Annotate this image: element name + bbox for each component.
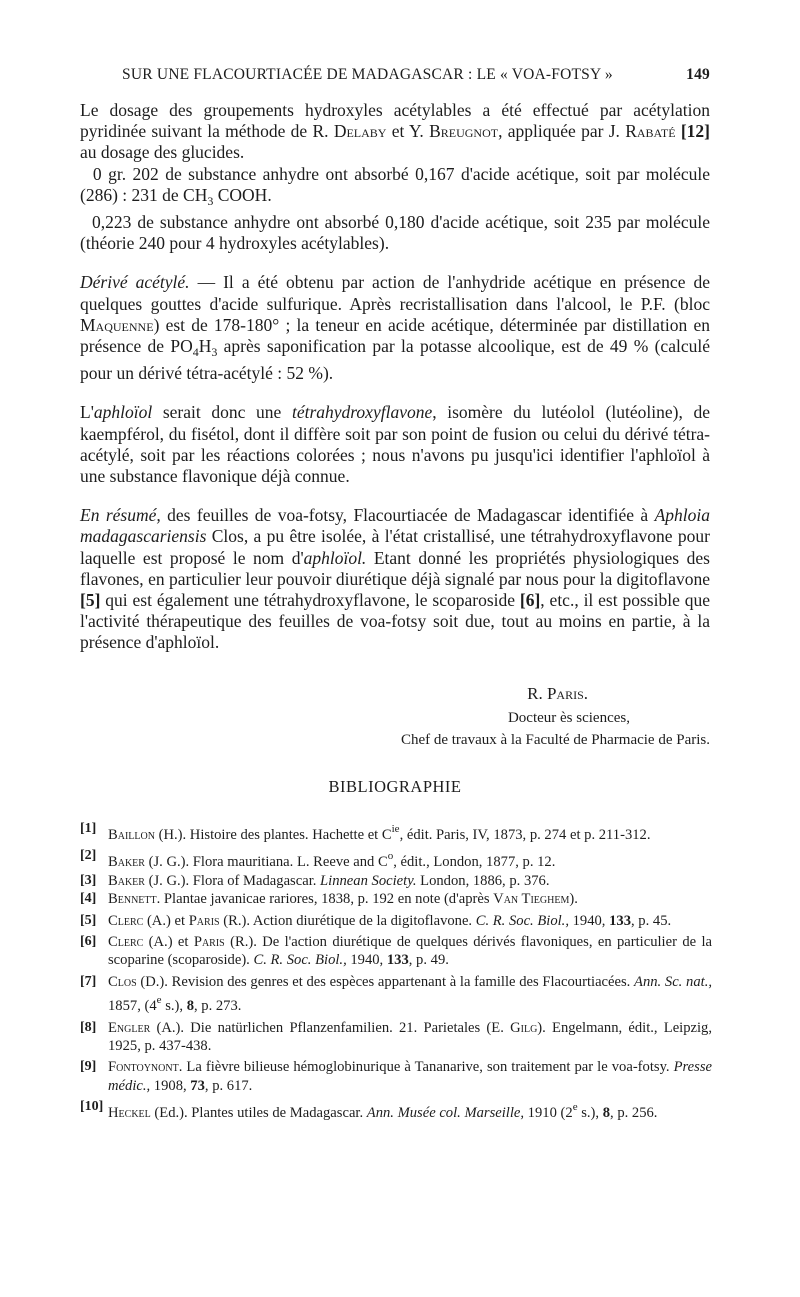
reference-item: [4] Bennett. Plantae javanicae rariores, 1838, p. 192 en note (d'après Van Tieghem).: [80, 891, 578, 908]
citation-ref: [5]: [80, 590, 101, 611]
citation-ref: [12]: [680, 121, 710, 142]
signature-name: R. Paris.: [527, 684, 588, 703]
reference-item: [9] Fontoynont. La fièvre bilieuse hémoglobinurique à Tananarive, son traitement par le voa-fotsy. Presse médic., 1908, 73, p. 617.: [80, 1059, 712, 1094]
article-body: [80, 100, 710, 654]
section-lead: En résumé,: [80, 505, 161, 526]
paragraph-result-2: 0,223 de substance anhydre ont absorbé 0,180 d'acide acétique, soit 235 par molécule (théorie 240 pour 4 hydroxyles acétylables).: [80, 212, 711, 254]
paragraph-summary: En résumé, des feuilles de voa-fotsy, Flacourtiacée de Madagascar identifiée à Aphloia madagascariensis Clos, a pu être isolée, à l'état cristallisé, une tétrahydroxyflavone pour laquelle est proposé le nom d'aphloïol. Etant donné les propriétés physiologiques des flavones, en particulier leur pouvoir diurétique déjà signalé par nous pour la digitoflavone [5] qui est également une tétrahydroxyflavone, le scoparoside [6], etc., il est possible que l'activité thérapeutique des feuilles de voa-fotsy soit due, tout au moins en partie, à la présence d'aphloïol.: [80, 505, 710, 653]
paragraph-acetyl-derivative: Dérivé acétylé. — Il a été obtenu par action de l'anhydride acétique en présence de quelques gouttes d'acide sulfurique. Après recristallisation dans l'alcool, le P.F. (bloc Maquenne) est de 178-180° ; la teneur en acide acétique, déterminée par distillation en présence de $PO_4H_3$ après saponification par la potasse alcoolique, est de 49 % (calculé pour un dérivé tétra-acétylé : 52 %).: [80, 272, 710, 384]
paragraph-result-1: 0 gr. 202 de substance anhydre ont absorbé 0,167 d'acide acétique, soit par molécule (286) : 231 de $CH_3$ COOH.: [80, 163, 710, 208]
author-name: Maquenne: [80, 314, 154, 335]
reference-item: [6] Clerc (A.) et Paris (R.). De l'action diurétique de quelques dérivés flavoniques, en particulier de la scoparine (scoparoside). C. R. Soc. Biol., 1940, 133, p. 49.: [80, 934, 712, 969]
bibliography-list: [80, 820, 712, 1123]
reference-item: [7] Clos (D.). Revision des genres et des espèces appartenant à la famille des Flacourtiacées. Ann. Sc. nat., 1857, (4e s.), 8, p. 273.: [80, 973, 712, 1015]
bibliography-heading: BIBLIOGRAPHIE: [328, 777, 462, 796]
reference-item: [1] Baillon (H.). Histoire des plantes. Hachette et $C^{ie}$, édit. Paris, IV, 1873, p. 274 et p. 211-312.: [80, 821, 651, 843]
running-title: SUR UNE FLACOURTIACÉE DE MADAGASCAR : LE « VOA-FOTSY »: [122, 66, 613, 83]
signature-title-2: Chef de travaux à la Faculté de Pharmacie de Paris.: [400, 732, 710, 748]
paragraph-aphloiol-identity: L'aphloïol serait donc une tétrahydroxyflavone, isomère du lutéolol (lutéoline), de kaempférol, du fisétol, dont il diffère soit par son point de fusion ou celui du dérivé tétra-acétylé, soit par les réactions colorées ; nous n'avons pu jusqu'ici identifier l'aphloïol à une substance flavonique déjà connue.: [80, 402, 710, 487]
reference-item: [5] Clerc (A.) et Paris (R.). Action diurétique de la digitoflavone. C. R. Soc. Biol., 1940, 133, p. 45.: [80, 912, 672, 929]
citation-ref: [6]: [519, 590, 541, 611]
reference-item: [2] Baker (J. G.). Flora mauritiana. L. Reeve and $C^o$, édit., London, 1877, p. 12.: [80, 848, 556, 871]
author-name: Delaby: [333, 121, 387, 142]
reference-item: [8] Engler (A.). Die natürlichen Pflanzenfamilien. 21. Parietales (E. Gilg). Engelmann, édit., Leipzig, 1925, p. 437-438.: [80, 1019, 713, 1055]
page-number: 149: [686, 66, 710, 83]
reference-item: [3] Baker (J. G.). Flora of Madagascar. Linnean Society. London, 1886, p. 376.: [80, 872, 550, 889]
reference-item: [10] Heckel (Ed.). Plantes utiles de Madagascar. Ann. Musée col. Marseille, 1910 (2e s.), 8, p. 256.: [80, 1099, 658, 1122]
paragraph-acetylation-method: Le dosage des groupements hydroxyles acétylables a été effectué par acétylation pyridinée suivant la méthode de R. Delaby et Y. Breugnot, appliquée par J. Rabaté [12] au dosage des glucides.: [80, 100, 710, 163]
signature-title-1: Docteur ès sciences,: [507, 710, 630, 726]
author-name: Breugnot: [429, 121, 499, 142]
section-lead: Dérivé acétylé.: [80, 272, 190, 293]
author-name: Rabaté: [625, 121, 676, 142]
